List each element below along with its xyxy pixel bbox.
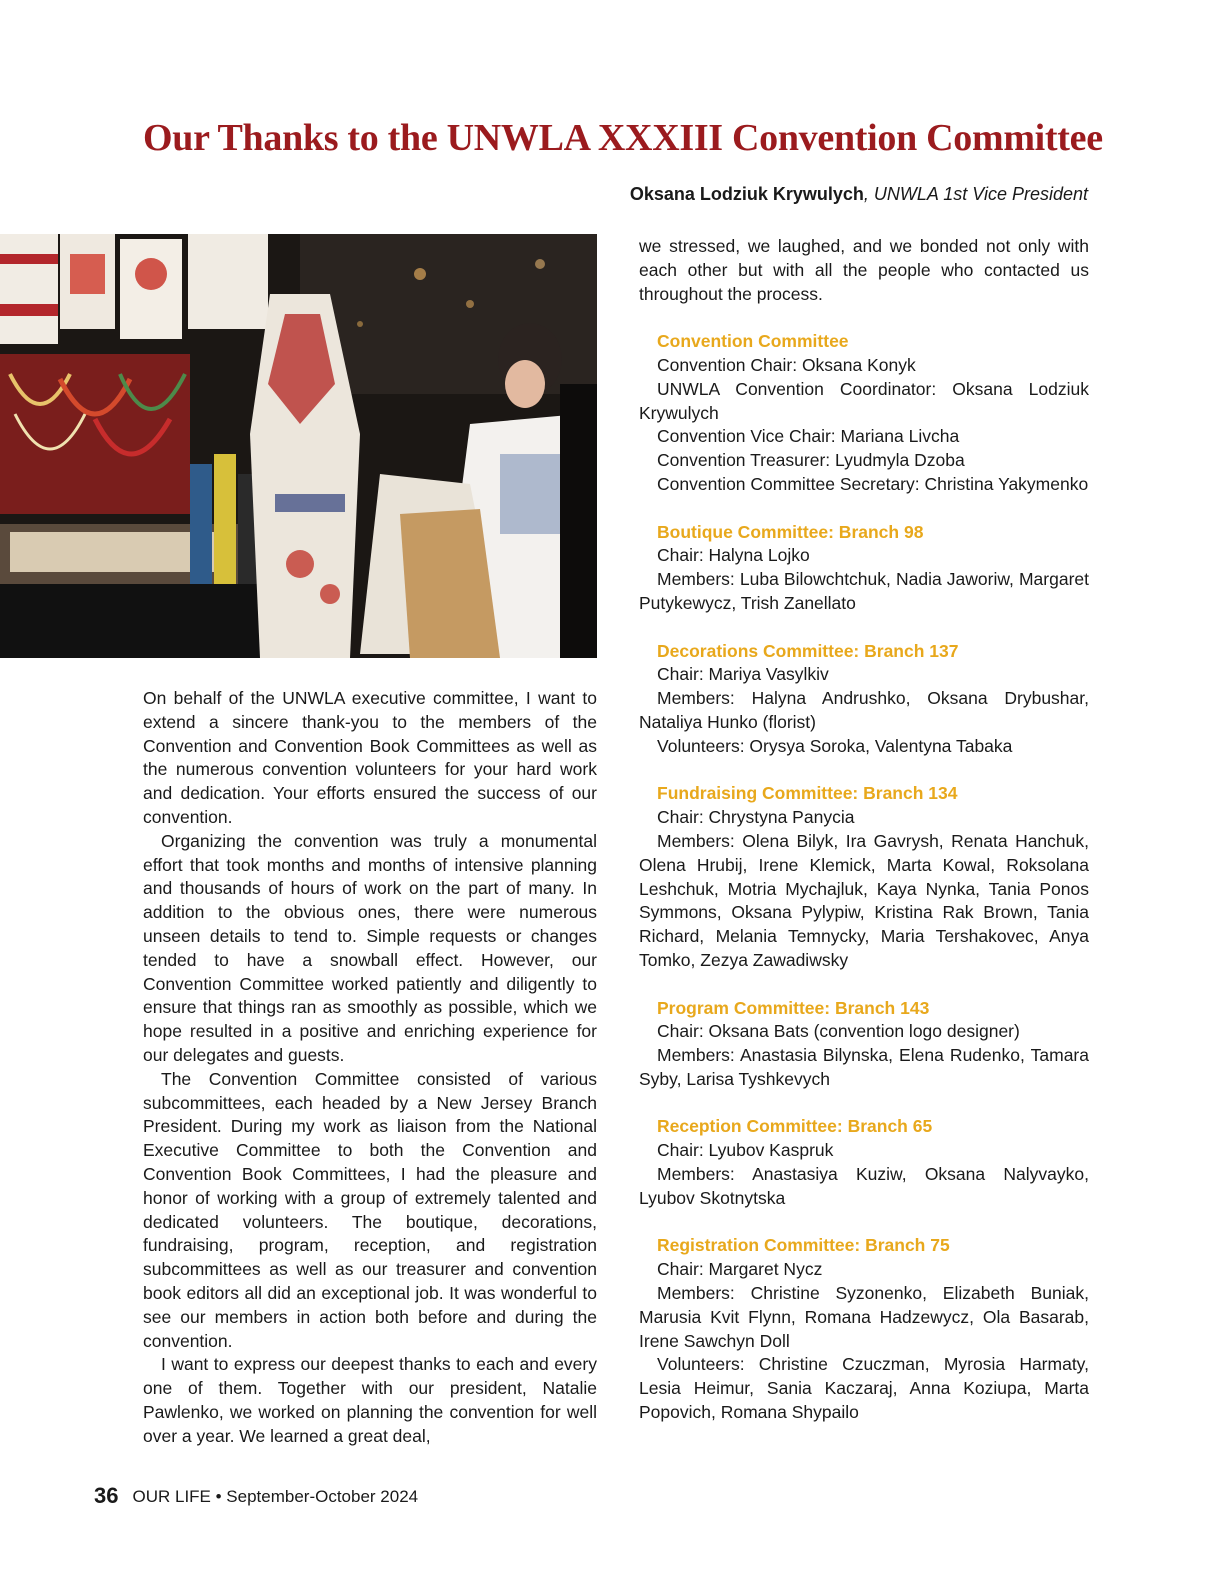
page-number: 36 (94, 1483, 119, 1508)
paragraph: The Convention Committee consisted of various subcommittees, each headed by a New Jersey Branch President. During my work as liaison from the National Executive Committee to both the Convention and Convention Book Committees, I had the pleasure and honor of working with a group of extremely talented and dedicated volunteers. The boutique, decorations, fundraising, program, reception, and registration subcommittees as well as our treasurer and convention book editors all did an exceptional job. It was wonderful to see our members in action both before and during the convention. (143, 1068, 597, 1351)
committee-line: Members: Olena Bilyk, Ira Gavrysh, Renata Hanchuk, Olena Hrubij, Irene Klemick, Marta Kowal, Roksolana Leshchuk, Motria Mychajluk, Kaya Nynka, Tania Ponos Symmons, Oksana Pylypiw, Kristina Rak Brown, Tania Richard, Melania Temnycky, Maria Tershakovec, Anya Tomko, Zezya Zawadiwsky (639, 830, 1089, 970)
committee-line: Convention Chair: Oksana Konyk (657, 354, 916, 375)
committee-line: Chair: Lyubov Kaspruk (657, 1140, 834, 1161)
committee-line: Chair: Halyna Lojko (657, 545, 810, 566)
publication-info: OUR LIFE • September-October 2024 (132, 1487, 419, 1506)
committee-section (639, 330, 1089, 497)
committee-line: Chair: Margaret Nycz (657, 1259, 823, 1280)
committee-line: Members: Christine Syzonenko, Elizabeth Buniak, Marusia Kvit Flynn, Romana Hadzewycz, Ola Basarab, Irene Sawchyn Doll (639, 1283, 1089, 1351)
committee-heading: Program Committee: Branch 143 (657, 997, 930, 1018)
lead-paragraph: we stressed, we laughed, and we bonded not only with each other but with all the people who contacted us throughout the process. (639, 236, 1089, 304)
committee-line: Chair: Mariya Vasylkiv (657, 664, 829, 685)
paragraph: I want to express our deepest thanks to each and every one of them. Together with our president, Natalie Pawlenko, we worked on planning the convention for well over a year. We learned a great deal, (143, 1354, 597, 1446)
committee-heading: Registration Committee: Branch 75 (657, 1235, 950, 1256)
article-title: Our Thanks to the UNWLA XXXIII Convention Committee (143, 117, 1103, 159)
committee-line: Convention Committee Secretary: Christina Yakymenko (657, 473, 1089, 494)
committee-line: Convention Vice Chair: Mariana Livcha (657, 426, 960, 447)
left-column (143, 687, 597, 1449)
committee-line: Members: Halyna Andrushko, Oksana Drybushar, Nataliya Hunko (florist) (639, 688, 1089, 732)
committee-line: Volunteers: Orysya Soroka, Valentyna Tabaka (657, 735, 1013, 756)
author-name: Oksana Lodziuk Krywulych (629, 184, 864, 204)
committee-line: Members: Anastasiya Kuziw, Oksana Nalyvayko, Lyubov Skotnytska (639, 1164, 1089, 1208)
committee-line: Members: Anastasia Bilynska, Elena Rudenko, Tamara Syby, Larisa Tyshkevych (639, 1045, 1089, 1089)
paragraph: Organizing the convention was truly a monumental effort that took months and months of intensive planning and thousands of hours of work on the part of many. In addition to the obvious ones, there were numerous unseen details to tend to. Simple requests or changes tended to have a snowball effect. However, our Convention Committee worked patiently and diligently to ensure that things ran as smoothly as possible, which we hope resulted in a positive and enriching experience for our delegates and guests. (143, 830, 597, 1065)
committee-line: Chair: Chrystyna Panycia (657, 807, 855, 828)
author-role: , UNWLA 1st Vice President (863, 184, 1088, 204)
committee-section (639, 782, 1089, 972)
photo-illustration (0, 234, 597, 658)
committee-section (639, 521, 1089, 616)
committee-line: Members: Luba Bilowchtchuk, Nadia Jaworiw, Margaret Putykewycz, Trish Zanellato (639, 569, 1089, 613)
byline (630, 184, 1088, 205)
committee-heading: Boutique Committee: Branch 98 (657, 521, 924, 542)
committee-line: UNWLA Convention Coordinator: Oksana Lodziuk Krywulych (639, 378, 1089, 423)
committee-section (639, 1234, 1089, 1424)
committee-heading: Decorations Committee: Branch 137 (657, 640, 959, 661)
committee-line: Convention Treasurer: Lyudmyla Dzoba (657, 450, 965, 471)
paragraph: On behalf of the UNWLA executive committee, I want to extend a sincere thank-you to the members of the Convention and Convention Book Committees as well as the numerous convention volunteers for your hard work and dedication. Your efforts ensured the success of our convention. (143, 688, 597, 827)
page-footer (94, 1483, 418, 1509)
committee-line: Volunteers: Christine Czuczman, Myrosia Harmaty, Lesia Heimur, Sania Kaczaraj, Anna Koziupa, Marta Popovich, Romana Shypailo (639, 1354, 1089, 1423)
committee-section (639, 997, 1089, 1092)
committee-heading: Fundraising Committee: Branch 134 (657, 783, 958, 804)
committee-heading: Reception Committee: Branch 65 (657, 1116, 933, 1137)
committee-section (639, 640, 1089, 759)
committee-line: Chair: Oksana Bats (convention logo designer) (657, 1021, 1020, 1042)
convention-boutique-photo (0, 234, 597, 658)
committee-heading: Convention Committee (657, 331, 849, 352)
right-column (639, 235, 1089, 1449)
committee-section (639, 1115, 1089, 1210)
